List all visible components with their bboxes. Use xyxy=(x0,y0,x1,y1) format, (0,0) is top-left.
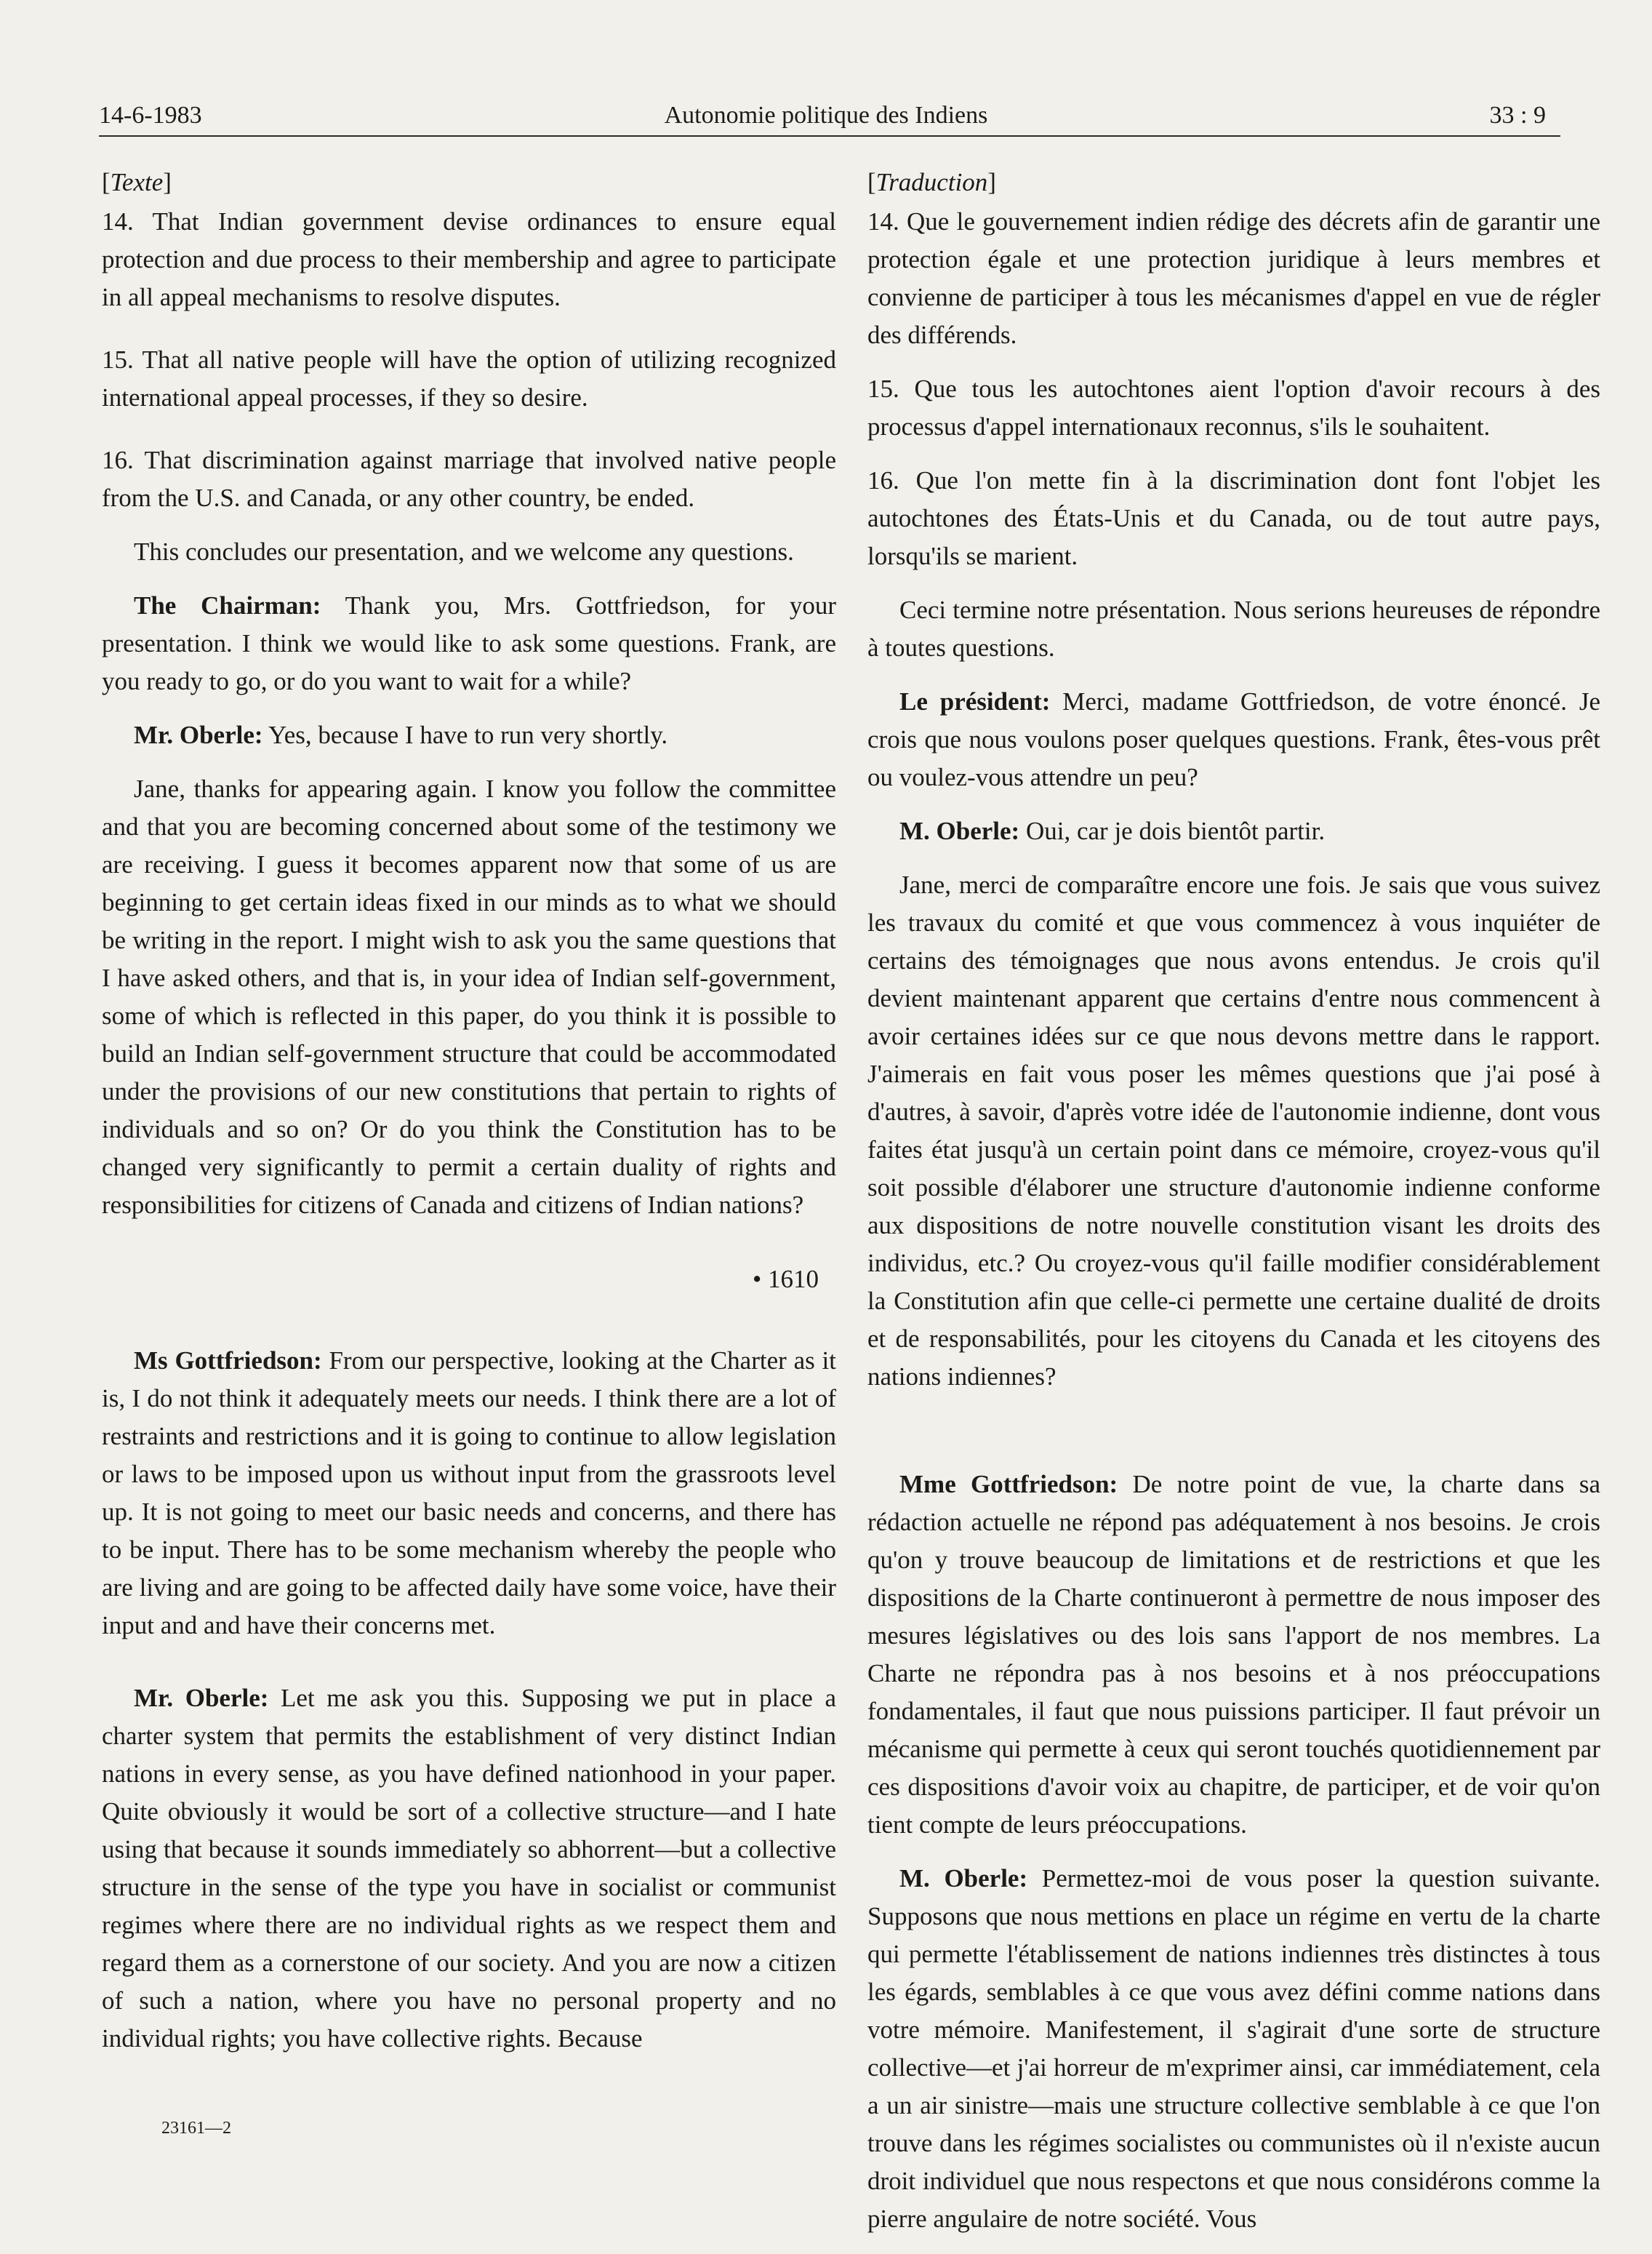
chairman-remark: Le président: Merci, madame Gottfriedson, de votre énoncé. Je crois que nous voulons poser quelques questions. Frank, êtes-vous prêt ou voulez-vous attendre un peu? xyxy=(867,687,1600,791)
speaker-name: Le président: xyxy=(899,687,1051,716)
speaker-name: Mme Gottfriedson: xyxy=(899,1470,1118,1498)
oberle-followup: Mr. Oberle: Let me ask you this. Supposing we put in place a charter system that permits the establishment of very distinct Indian nations in every sense, as you have defined nationhood in your paper. Quite obviously it would be sort of a collective structure—and I hate using that because it sounds immediately so abhorrent—but a collective structure in the sense of the type you have in socialist or communist regimes where there are no individual rights as we respect them and regard them as a cornerstone of our society. And you are now a citizen of such a nation, where you have no personal property and no individual rights; you have collective rights. Because xyxy=(102,1684,836,2053)
header-rule xyxy=(99,135,1560,137)
page-footer-code: 23161—2 xyxy=(161,2119,231,2138)
section-tag: [Traduction] xyxy=(867,168,996,196)
oberle-remark: Mr. Oberle: Yes, because I have to run very shortly. xyxy=(134,721,668,749)
speaker-name: M. Oberle: xyxy=(899,817,1020,845)
gottfriedson-answer: Mme Gottfriedson: De notre point de vue, la charte dans sa rédaction actuelle ne répond pas adéquatement à nos besoins. Je crois qu'on y trouve beaucoup de limitations et de restrictions et que les dispositions de la Charte continueront à permettre de nous imposer des mesures législatives ou des lois sans l'apport de nos membres. La Charte ne répondra pas à nos besoins et à nos préoccupations fondamentales, il faut que nous puissions participer. Il faut prévoir un mécanisme qui permette à ceux qui seront touchés quotidiennement par ces dispositions d'avoir voix au chapitre, de participer, et de voir qu'on tient compte de leurs préoccupations. xyxy=(867,1470,1600,1839)
speaker-name: M. Oberle: xyxy=(899,1864,1028,1893)
speaker-name: Mr. Oberle: xyxy=(134,721,263,749)
item-16: 16. That discrimination against marriage that involved native people from the U.S. and Canada, or any other country, be ended. xyxy=(102,446,836,512)
oberle-question: Jane, merci de comparaître encore une fois. Je sais que vous suivez les travaux du comité et que vous commencez à vous inquiéter de certains des témoignages que nous avons entendus. Je crois qu'il devient maintenant apparent que certains d'entre nous commencent à avoir certaines idées sur ce que nous devons mettre dans le rapport. J'aimerais en fait vous poser les mêmes questions que j'ai posé à d'autres, à savoir, d'après votre idée de l'autonomie indienne, dont vous faites état jusqu'à un certain point dans ce mémoire, croyez-vous qu'il soit possible d'élaborer une structure d'autonomie indienne conforme aux dispositions de notre nouvelle constitution visant les droits des individus, etc.? Ou croyez-vous qu'il faille modifier considérablement la Constitution afin que celle-ci permette une certaine dualité de droits et de responsabilités, pour les citoyens du Canada et les citoyens des nations indiennes? xyxy=(867,871,1600,1391)
header-date: 14-6-1983 xyxy=(99,102,202,129)
header-title: Autonomie politique des Indiens xyxy=(664,102,988,129)
chairman-remark: The Chairman: Thank you, Mrs. Gottfriedson, for your presentation. I think we would like to ask some questions. Frank, are you ready to go, or do you want to wait for a while? xyxy=(102,591,836,695)
time-marker: • 1610 xyxy=(752,1265,819,1293)
oberle-remark: M. Oberle: Oui, car je dois bientôt partir. xyxy=(899,817,1326,845)
item-15: 15. That all native people will have the option of utilizing recognized international appeal processes, if they so desire. xyxy=(102,345,836,412)
item-14: 14. Que le gouvernement indien rédige des décrets afin de garantir une protection égale et une protection juridique à leurs membres et convienne de participer à tous les mécanismes d'appel en vue de régler des différends. xyxy=(867,207,1600,349)
item-15: 15. Que tous les autochtones aient l'option d'avoir recours à des processus d'appel internationaux reconnus, s'ils le souhaitent. xyxy=(867,375,1600,441)
speaker-name: Ms Gottfriedson: xyxy=(134,1346,322,1375)
page-header xyxy=(99,102,1553,137)
conclusion-paragraph: Ceci termine notre présentation. Nous serions heureuses de répondre à toutes questions. xyxy=(867,596,1600,662)
header-page-number: 33 : 9 xyxy=(1489,102,1546,129)
french-column xyxy=(867,164,1600,2254)
speaker-name: Mr. Oberle: xyxy=(134,1684,269,1712)
conclusion-paragraph: This concludes our presentation, and we welcome any questions. xyxy=(134,537,794,566)
item-14: 14. That Indian government devise ordinances to ensure equal protection and due process to their membership and agree to participate in all appeal mechanisms to resolve disputes. xyxy=(102,207,836,311)
section-tag: [Texte] xyxy=(102,168,172,196)
speaker-name: The Chairman: xyxy=(134,591,321,620)
oberle-followup: M. Oberle: Permettez-moi de vous poser la question suivante. Supposons que nous mettions en place un régime en vertu de la charte qui permette l'établissement de nations indiennes très distinctes à tous les égards, semblables à ce que vous avez défini comme nations dans votre mémoire. Manifestement, il s'agirait d'une sorte de structure collective—et j'ai horreur de m'exprimer ainsi, car immédiatement, cela a un air sinistre—mais une structure collective semblable à ce que l'on trouve dans les régimes socialistes ou communistes où il n'existe aucun droit individuel que nous respectons et que nous considérons comme la pierre angulaire de notre société. Vous xyxy=(867,1864,1600,2233)
item-16: 16. Que l'on mette fin à la discrimination dont font l'objet les autochtones des États-Unis et du Canada, ou de tout autre pays, lorsqu'ils se marient. xyxy=(867,466,1600,570)
gottfriedson-answer: Ms Gottfriedson: From our perspective, looking at the Charter as it is, I do not think it adequately meets our needs. I think there are a lot of restraints and restrictions and it is going to continue to allow legislation or laws to be imposed upon us without input from the grassroots level up. It is not going to meet our basic needs and concerns, and there has to be input. There has to be some mechanism whereby the people who are living and are going to be affected daily have some voice, have their input and and have their concerns met. xyxy=(102,1346,836,1639)
oberle-question: Jane, thanks for appearing again. I know you follow the committee and that you are becoming concerned about some of the testimony we are receiving. I guess it becomes apparent now that some of us are beginning to get certain ideas fixed in our minds as to what we should be writing in the report. I might wish to ask you the same questions that I have asked others, and that is, in your idea of Indian self-government, some of which is reflected in this paper, do you think it is possible to build an Indian self-government structure that could be accommodated under the provisions of our new constitutions that pertain to rights of individuals and so on? Or do you think the Constitution has to be changed very significantly to permit a certain duality of rights and responsibilities for citizens of Canada and citizens of Indian nations? xyxy=(102,775,836,1219)
english-column xyxy=(102,164,836,2074)
